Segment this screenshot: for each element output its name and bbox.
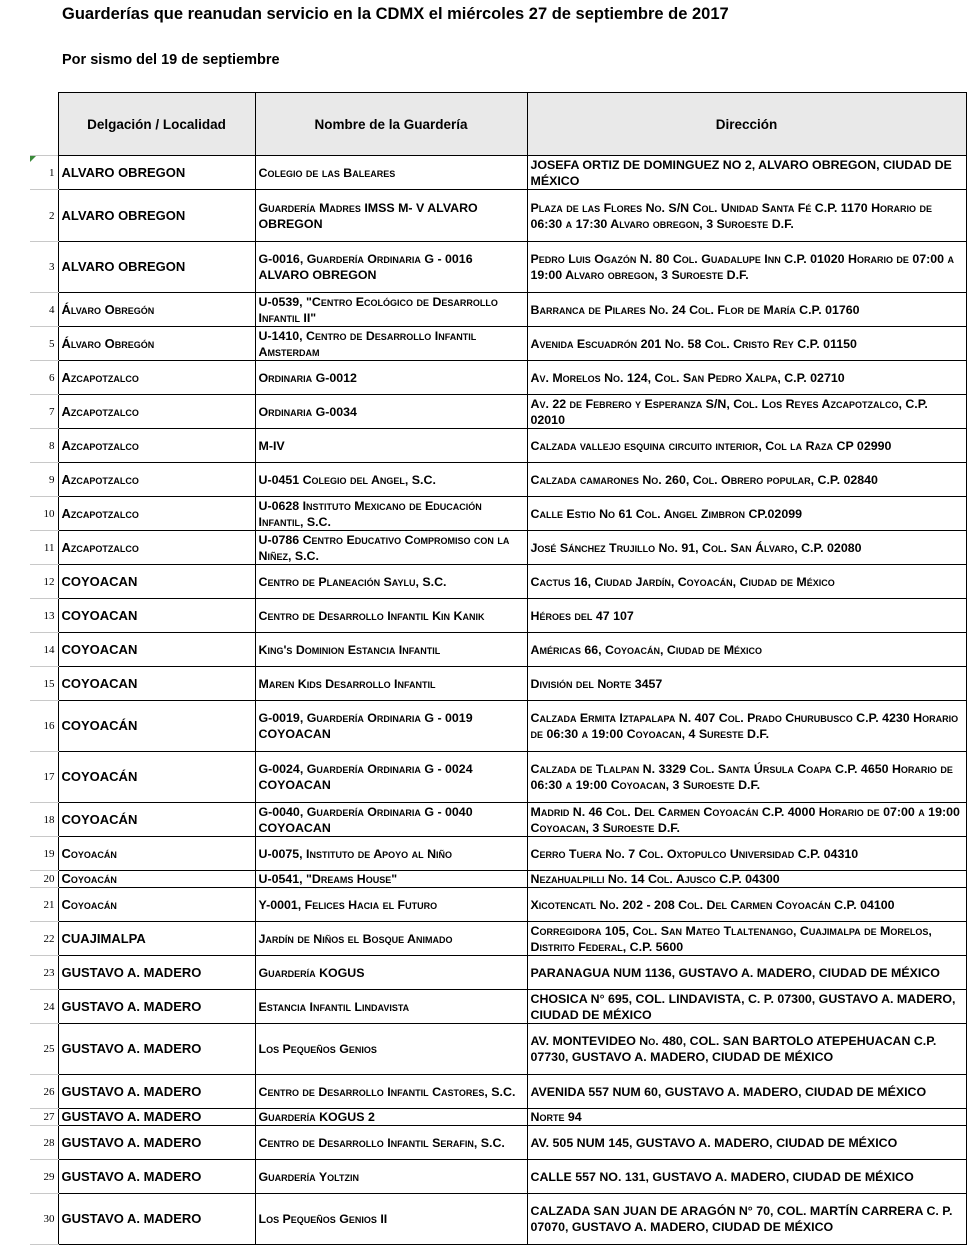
delegacion-cell: COYOACAN [58,633,255,667]
header-corner [30,93,58,156]
direccion-cell: Cactus 16, Ciudad Jardín, Coyoacán, Ciudad de México [527,565,966,599]
direccion-cell: Héroes del 47 107 [527,599,966,633]
delegacion-cell: COYOACÁN [58,803,255,837]
direccion-cell: Calzada vallejo esquina circuito interior, Col la Raza CP 02990 [527,429,966,463]
direccion-cell: José Sánchez Trujillo No. 91, Col. San Álvaro, C.P. 02080 [527,531,966,565]
table-row [30,565,966,599]
table-row [30,1126,966,1160]
delegacion-cell: COYOACAN [58,565,255,599]
table-row [30,361,966,395]
direccion-cell: Barranca de Pilares No. 24 Col. Flor de María C.P. 01760 [527,293,966,327]
nombre-cell: U-1410, Centro de Desarrollo Infantil Amsterdam [255,327,527,361]
table-row [30,1024,966,1075]
delegacion-cell: Azcapotzalco [58,361,255,395]
nombre-cell: Guardería Madres IMSS M- V ALVARO OBREGON [255,190,527,242]
table-row [30,497,966,531]
row-number: 4 [30,293,58,327]
table-row [30,837,966,871]
row-number: 26 [30,1075,58,1109]
nombre-cell: G-0024, Guardería Ordinaria G - 0024 COYOACAN [255,752,527,803]
nombre-cell: U-0786 Centro Educativo Compromiso con la Niñez, S.C. [255,531,527,565]
row-number: 24 [30,990,58,1024]
nombre-cell: U-0539, "Centro Ecológico de Desarrollo Infantil II" [255,293,527,327]
row-number: 5 [30,327,58,361]
row-number: 23 [30,956,58,990]
delegacion-cell: GUSTAVO A. MADERO [58,1024,255,1075]
table-row [30,1194,966,1245]
nombre-cell: Estancia Infantil Lindavista [255,990,527,1024]
table-row [30,667,966,701]
direccion-cell: CALZADA SAN JUAN DE ARAGÓN N° 70, COL. MARTÍN CARRERA C. P. 07070, GUSTAVO A. MADERO, CIUDAD DE MÉXICO [527,1194,966,1245]
table-row [30,1075,966,1109]
nombre-cell: Jardín de Niños el Bosque Animado [255,922,527,956]
delegacion-cell: GUSTAVO A. MADERO [58,1075,255,1109]
delegacion-cell: ALVARO OBREGON [58,242,255,293]
delegacion-cell: CUAJIMALPA [58,922,255,956]
table-row [30,803,966,837]
row-number: 15 [30,667,58,701]
direccion-cell: Madrid N. 46 Col. Del Carmen Coyoacán C.P. 4000 Horario de 07:00 a 19:00 Coyoacan, 3 Suroeste D.F. [527,803,966,837]
nombre-cell: U-0541, "Dreams House" [255,871,527,888]
delegacion-cell: GUSTAVO A. MADERO [58,1160,255,1194]
direccion-cell: División del Norte 3457 [527,667,966,701]
row-number: 14 [30,633,58,667]
nombre-cell: Centro de Desarrollo Infantil Castores, S.C. [255,1075,527,1109]
delegacion-cell: GUSTAVO A. MADERO [58,1126,255,1160]
row-number: 21 [30,888,58,922]
nombre-cell: Centro de Desarrollo Infantil Kin Kanik [255,599,527,633]
direccion-cell: Nezahualpilli No. 14 Col. Ajusco C.P. 04300 [527,871,966,888]
row-number: 10 [30,497,58,531]
direccion-cell: AVENIDA 557 NUM 60, GUSTAVO A. MADERO, CIUDAD DE MÉXICO [527,1075,966,1109]
table-row [30,463,966,497]
table-row [30,429,966,463]
row-number: 25 [30,1024,58,1075]
row-number: 22 [30,922,58,956]
nombre-cell: G-0040, Guardería Ordinaria G - 0040 COYOACAN [255,803,527,837]
delegacion-cell: Azcapotzalco [58,395,255,429]
nombre-cell: Ordinaria G-0012 [255,361,527,395]
delegacion-cell: Azcapotzalco [58,531,255,565]
row-number: 30 [30,1194,58,1245]
table-row [30,990,966,1024]
delegacion-cell: Coyoacán [58,888,255,922]
nombre-cell: G-0019, Guardería Ordinaria G - 0019 COYOACAN [255,701,527,752]
nombre-cell: Guardería KOGUS 2 [255,1109,527,1126]
nombre-cell: Y-0001, Felices Hacia el Futuro [255,888,527,922]
row-number: 28 [30,1126,58,1160]
table-row [30,242,966,293]
table-row [30,871,966,888]
direccion-cell: Américas 66, Coyoacán, Ciudad de México [527,633,966,667]
table-row [30,190,966,242]
nombre-cell: G-0016, Guardería Ordinaria G - 0016 ALVARO OBREGON [255,242,527,293]
direccion-cell: CALLE 557 NO. 131, GUSTAVO A. MADERO, CIUDAD DE MÉXICO [527,1160,966,1194]
nombre-cell: U-0075, Instituto de Apoyo al Niño [255,837,527,871]
direccion-cell: Calzada Ermita Iztapalapa N. 407 Col. Prado Churubusco C.P. 4230 Horario de 06:30 a 19:00 Coyoacan, 4 Sureste D.F. [527,701,966,752]
delegacion-cell: GUSTAVO A. MADERO [58,1109,255,1126]
table-row [30,888,966,922]
row-number: 3 [30,242,58,293]
document-subtitle: Por sismo del 19 de septiembre [62,52,280,68]
row-number: 29 [30,1160,58,1194]
table-row [30,633,966,667]
direccion-cell: JOSEFA ORTIZ DE DOMINGUEZ NO 2, ALVARO OBREGON, CIUDAD DE MÉXICO [527,156,966,190]
row-number: 19 [30,837,58,871]
direccion-cell: Corregidora 105, Col. San Mateo Tlaltenango, Cuajimalpa de Morelos, Distrito Federal, C.P. 5600 [527,922,966,956]
table-row [30,327,966,361]
direccion-cell: PARANAGUA NUM 1136, GUSTAVO A. MADERO, CIUDAD DE MÉXICO [527,956,966,990]
direccion-cell: Avenida Escuadrón 201 No. 58 Col. Cristo Rey C.P. 01150 [527,327,966,361]
table-row [30,599,966,633]
delegacion-cell: Azcapotzalco [58,463,255,497]
delegacion-cell: Azcapotzalco [58,497,255,531]
nombre-cell: Centro de Desarrollo Infantil Serafin, S.C. [255,1126,527,1160]
direccion-cell: Cerro Tuera No. 7 Col. Oxtopulco Universidad C.P. 04310 [527,837,966,871]
delegacion-cell: COYOACÁN [58,701,255,752]
table-row [30,156,966,190]
direccion-cell: Calzada camarones No. 260, Col. Obrero popular, C.P. 02840 [527,463,966,497]
delegacion-cell: COYOACÁN [58,752,255,803]
document-title: Guarderías que reanudan servicio en la CDMX el miércoles 27 de septiembre de 2017 [62,5,729,23]
row-number: 2 [30,190,58,242]
direccion-cell: Xicotencatl No. 202 - 208 Col. Del Carmen Coyoacán C.P. 04100 [527,888,966,922]
direccion-cell: Calzada de Tlalpan N. 3329 Col. Santa Úrsula Coapa C.P. 4650 Horario de 06:30 a 19:00 Coyoacan, 3 Suroeste D.F. [527,752,966,803]
row-number: 1 [30,156,58,190]
delegacion-cell: Azcapotzalco [58,429,255,463]
delegacion-cell: ALVARO OBREGON [58,190,255,242]
header-delegacion: Delgación / Localidad [58,93,255,156]
direccion-cell: Plaza de las Flores No. S/N Col. Unidad Santa Fé C.P. 1170 Horario de 06:30 a 17:30 Alvaro obregon, 3 Suroeste D.F. [527,190,966,242]
direccion-cell: CHOSICA N° 695, COL. LINDAVISTA, C. P. 07300, GUSTAVO A. MADERO, CIUDAD DE MÉXICO [527,990,966,1024]
row-number: 16 [30,701,58,752]
nombre-cell: Los Pequeños Genios [255,1024,527,1075]
row-number: 9 [30,463,58,497]
row-number: 13 [30,599,58,633]
header-nombre: Nombre de la Guardería [255,93,527,156]
direccion-cell: Av. 22 de Febrero y Esperanza S/N, Col. Los Reyes Azcapotzalco, C.P. 02010 [527,395,966,429]
row-number: 6 [30,361,58,395]
nombre-cell: U-0628 Instituto Mexicano de Educación Infantil, S.C. [255,497,527,531]
direccion-cell: AV. 505 NUM 145, GUSTAVO A. MADERO, CIUDAD DE MÉXICO [527,1126,966,1160]
table-row [30,1109,966,1126]
header-direccion: Dirección [527,93,966,156]
nombre-cell: Ordinaria G-0034 [255,395,527,429]
direccion-cell: Calle Estio No 61 Col. Angel Zimbron CP.02099 [527,497,966,531]
delegacion-cell: COYOACAN [58,599,255,633]
delegacion-cell: GUSTAVO A. MADERO [58,956,255,990]
table-row [30,922,966,956]
direccion-cell: Norte 94 [527,1109,966,1126]
guarderias-table [30,92,967,1245]
nombre-cell: Centro de Planeación Saylu, S.C. [255,565,527,599]
table-row [30,531,966,565]
direccion-cell: AV. MONTEVIDEO No. 480, COL. SAN BARTOLO ATEPEHUACAN C.P. 07730, GUSTAVO A. MADERO, CIUDAD DE MÉXICO [527,1024,966,1075]
row-number: 8 [30,429,58,463]
table-row [30,395,966,429]
table-row [30,701,966,752]
delegacion-cell: Álvaro Obregón [58,327,255,361]
table-row [30,956,966,990]
nombre-cell: Colegio de las Baleares [255,156,527,190]
delegacion-cell: Coyoacán [58,871,255,888]
delegacion-cell: GUSTAVO A. MADERO [58,990,255,1024]
nombre-cell: Guardería Yoltzin [255,1160,527,1194]
nombre-cell: King's Dominion Estancia Infantil [255,633,527,667]
delegacion-cell: Álvaro Obregón [58,293,255,327]
row-number: 20 [30,871,58,888]
table-row [30,752,966,803]
nombre-cell: Los Pequeños Genios II [255,1194,527,1245]
nombre-cell: Maren Kids Desarrollo Infantil [255,667,527,701]
delegacion-cell: Coyoacán [58,837,255,871]
direccion-cell: Pedro Luis Ogazón N. 80 Col. Guadalupe Inn C.P. 01020 Horario de 07:00 a 19:00 Alvaro obregon, 3 Suroeste D.F. [527,242,966,293]
delegacion-cell: COYOACAN [58,667,255,701]
row-number: 27 [30,1109,58,1126]
table-row [30,293,966,327]
row-number: 11 [30,531,58,565]
row-number: 12 [30,565,58,599]
table-row [30,1160,966,1194]
table-header-row [30,93,966,156]
nombre-cell: U-0451 Colegio del Angel, S.C. [255,463,527,497]
row-number: 7 [30,395,58,429]
delegacion-cell: ALVARO OBREGON [58,156,255,190]
row-number: 18 [30,803,58,837]
delegacion-cell: GUSTAVO A. MADERO [58,1194,255,1245]
table-body [30,156,966,1245]
direccion-cell: Av. Morelos No. 124, Col. San Pedro Xalpa, C.P. 02710 [527,361,966,395]
nombre-cell: Guardería KOGUS [255,956,527,990]
row-number: 17 [30,752,58,803]
nombre-cell: M-IV [255,429,527,463]
